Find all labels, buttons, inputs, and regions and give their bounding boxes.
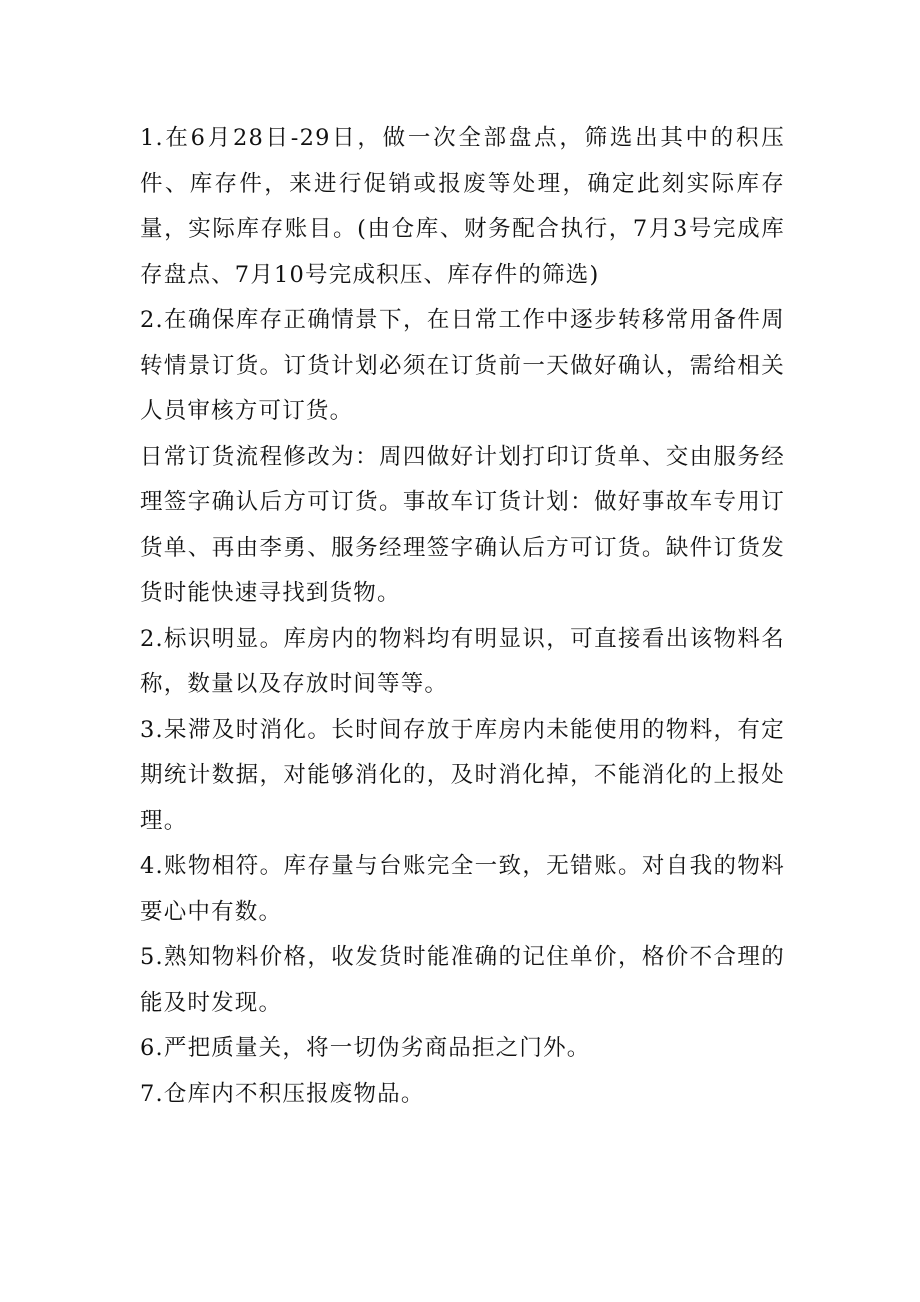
paragraph-idle-stock: 3.呆滞及时消化。长时间存放于库房内未能使用的物料，有定期统计数据，对能够消化的，及时消化掉，不能消化的上报处理。 bbox=[140, 716, 785, 834]
paragraph-no-scrap: 7.仓库内不积压报废物品。 bbox=[140, 1080, 425, 1107]
paragraph-ordering-process: 日常订货流程修改为：周四做好计划打印订货单、交由服务经理签字确认后方可订货。事故车订货计划：做好事故车专用订货单、再由李勇、服务经理签字确认后方可订货。缺件订货发货时能快速寻找到货物。 bbox=[140, 443, 785, 606]
paragraph-inventory-check: 1.在6月28日-29日，做一次全部盘点，筛选出其中的积压件、库存件，来进行促销或报废等处理，确定此刻实际库存量，实际库存账目。(由仓库、财务配合执行，7月3号完成库存盘点、7月10号完成积压、库存件的筛选) bbox=[140, 125, 785, 288]
paragraph-price-knowledge: 5.熟知物料价格，收发货时能准确的记住单价，格价不合理的能及时发现。 bbox=[140, 944, 785, 1016]
paragraph-account-match: 4.账物相符。库存量与台账完全一致，无错账。对自我的物料要心中有数。 bbox=[140, 853, 785, 925]
paragraph-clear-labeling: 2.标识明显。库房内的物料均有明显识，可直接看出该物料名称，数量以及存放时间等等。 bbox=[140, 625, 785, 697]
paragraph-quality-control: 6.严把质量关，将一切伪劣商品拒之门外。 bbox=[140, 1035, 591, 1061]
paragraph-ordering-rule: 2.在确保库存正确情景下，在日常工作中逐步转移常用备件周转情景订货。订货计划必须在订货前一天做好确认，需给相关人员审核方可订货。 bbox=[140, 307, 785, 424]
document-body bbox=[140, 116, 785, 1117]
